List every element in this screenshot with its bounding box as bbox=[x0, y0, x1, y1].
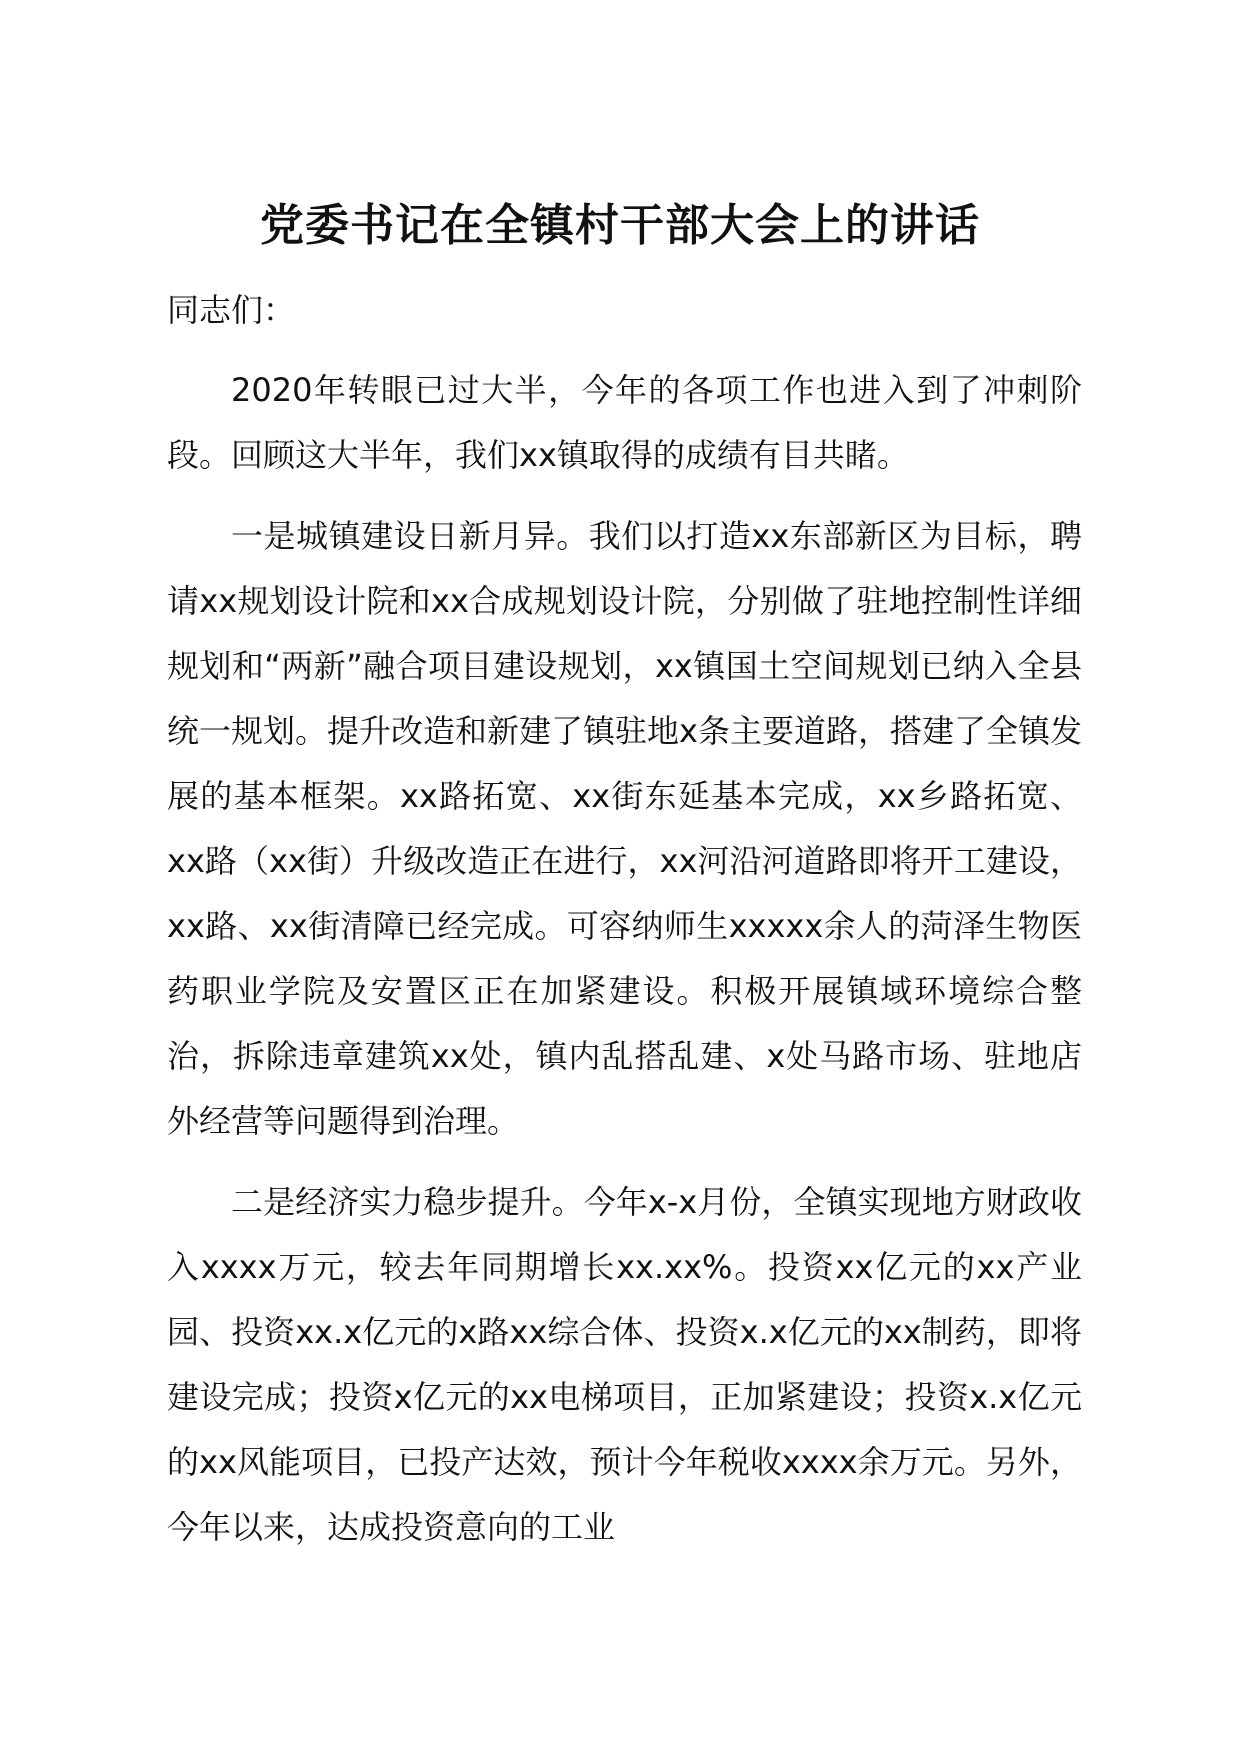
paragraph-economy: 二是经济实力稳步提升。今年x-x月份，全镇实现地方财政收入xxxx万元，较去年同期增长xx.xx%。投资xx亿元的xx产业园、投资xx.x亿元的x路xx综合体、投资x.x亿元的xx制药，即将建设完成；投资x亿元的xx电梯项目，正加紧建设；投资x.x亿元的xx风能项目，已投产达效，预计今年税收xxxx余万元。另外，今年以来，达成投资意向的工业 bbox=[167, 1183, 1082, 1546]
paragraph-urban-construction: 一是城镇建设日新月异。我们以打造xx东部新区为目标，聘请xx规划设计院和xx合成规划设计院，分别做了驻地控制性详细规划和“两新”融合项目建设规划，xx镇国土空间规划已纳入全县统一规划。提升改造和新建了镇驻地x条主要道路，搭建了全镇发展的基本框架。xx路拓宽、xx街东延基本完成，xx乡路拓宽、xx路（xx街）升级改造正在进行，xx河沿河道路即将开工建设，xx路、xx街清障已经完成。可容纳师生xxxxx余人的菏泽生物医药职业学院及安置区正在加紧建设。积极开展镇域环境综合整治，拆除违章建筑xx处，镇内乱搭乱建、x处马路市场、驻地店外经营等问题得到治理。 bbox=[167, 517, 1082, 1140]
greeting: 同志们： bbox=[167, 291, 296, 329]
paragraph-intro: 2020年转眼已过大半，今年的各项工作也进入到了冲刺阶段。回顾这大半年，我们xx镇取得的成绩有目共睹。 bbox=[167, 371, 1082, 474]
document-body bbox=[167, 278, 1082, 1560]
document-title: 党委书记在全镇村干部大会上的讲话 bbox=[260, 200, 980, 251]
